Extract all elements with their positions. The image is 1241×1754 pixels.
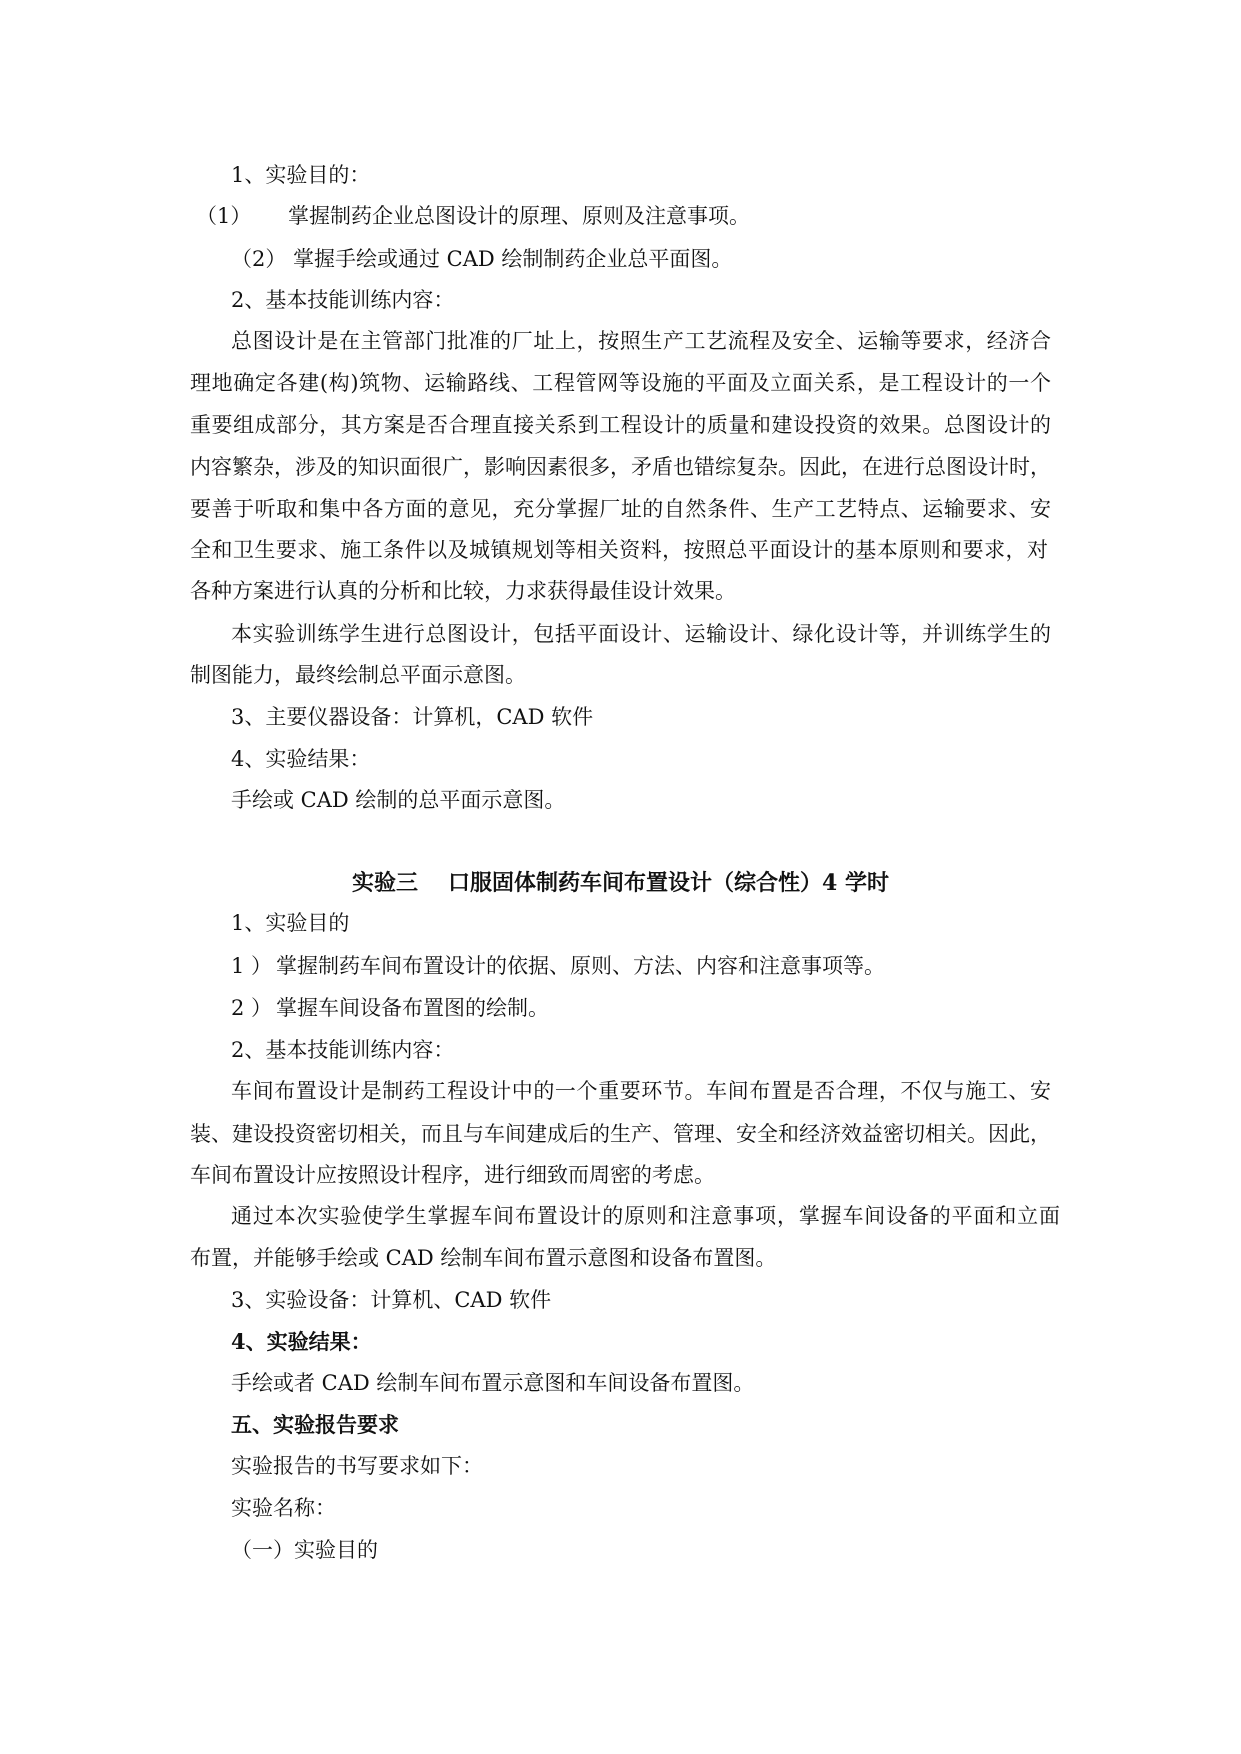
paragraph-line: 布置，并能够手绘或 CAD 绘制车间布置示意图和设备布置图。 bbox=[190, 1246, 777, 1270]
paragraph-line: 制图能力，最终绘制总平面示意图。 bbox=[190, 663, 526, 687]
objective-item-marker: （2） bbox=[231, 247, 287, 271]
objective-item bbox=[0, 245, 1100, 273]
objective-item-text: 掌握制药车间布置设计的依据、原则、方法、内容和注意事项等。 bbox=[276, 954, 885, 978]
paragraph-line: 本实验训练学生进行总图设计，包括平面设计、运输设计、绿化设计等，并训练学生的 bbox=[231, 622, 1051, 646]
experiment-title-text: 口服固体制药车间布置设计（综合性）4 学时 bbox=[448, 870, 889, 896]
results-heading: 4、实验结果： bbox=[231, 747, 371, 771]
paragraph-line: 总图设计是在主管部门批准的厂址上，按照生产工艺流程及安全、运输等要求，经济合 bbox=[231, 329, 1051, 353]
results-heading: 4、实验结果： bbox=[231, 1329, 372, 1354]
objective-item-text: 掌握车间设备布置图的绘制。 bbox=[276, 996, 549, 1020]
objective-item bbox=[0, 994, 1100, 1022]
experiment-name-label: 实验名称： bbox=[231, 1496, 336, 1520]
objective-item bbox=[0, 952, 1100, 980]
paragraph-line: 车间布置设计是制药工程设计中的一个重要环节。车间布置是否合理，不仅与施工、安 bbox=[231, 1079, 1051, 1103]
report-requirements-heading: 五、实验报告要求 bbox=[231, 1412, 399, 1437]
objective-item-marker: 1 ） bbox=[231, 954, 273, 978]
paragraph-line: 重要组成部分，其方案是否合理直接关系到工程设计的质量和建设投资的效果。总图设计的 bbox=[190, 413, 1051, 437]
objective-item-text: 掌握手绘或通过 CAD 绘制制药企业总平面图。 bbox=[293, 247, 733, 271]
equipment-line: 3、实验设备：计算机、CAD 软件 bbox=[231, 1288, 552, 1312]
paragraph-line: 各种方案进行认真的分析和比较，力求获得最佳设计效果。 bbox=[190, 579, 736, 603]
experiment-title bbox=[0, 869, 1241, 897]
report-requirements-intro: 实验报告的书写要求如下： bbox=[231, 1454, 483, 1478]
objectives-heading: 1、实验目的 bbox=[231, 911, 350, 935]
equipment-line: 3、主要仪器设备：计算机，CAD 软件 bbox=[231, 705, 594, 729]
paragraph-line: 内容繁杂，涉及的知识面很广，影响因素很多，矛盾也错综复杂。因此，在进行总图设计时， bbox=[190, 455, 1051, 479]
paragraph-line: 全和卫生要求、施工条件以及城镇规划等相关资料，按照总平面设计的基本原则和要求，对 bbox=[190, 538, 1048, 562]
skills-heading: 2、基本技能训练内容： bbox=[231, 288, 455, 312]
paragraph-line: 要善于听取和集中各方面的意见，充分掌握厂址的自然条件、生产工艺特点、运输要求、安 bbox=[190, 497, 1051, 521]
objective-item-marker: 2 ） bbox=[231, 996, 273, 1020]
results-text: 手绘或 CAD 绘制的总平面示意图。 bbox=[231, 788, 566, 812]
paragraph-line: 车间布置设计应按照设计程序，进行细致而周密的考虑。 bbox=[190, 1163, 715, 1187]
objective-item-marker: （1） bbox=[196, 204, 252, 228]
paragraph-line: 装、建设投资密切相关，而且与车间建成后的生产、管理、安全和经济效益密切相关。因此， bbox=[190, 1122, 1051, 1146]
objective-item-text: 掌握制药企业总图设计的原理、原则及注意事项。 bbox=[288, 204, 750, 228]
experiment-title-label: 实验三 bbox=[352, 870, 419, 896]
paragraph-line: 通过本次实验使学生掌握车间布置设计的原则和注意事项，掌握车间设备的平面和立面 bbox=[231, 1204, 1060, 1228]
paragraph-line: 理地确定各建(构)筑物、运输路线、工程管网等设施的平面及立面关系，是工程设计的一个 bbox=[190, 371, 1051, 395]
report-item: （一）实验目的 bbox=[231, 1538, 378, 1562]
skills-heading: 2、基本技能训练内容： bbox=[231, 1038, 455, 1062]
objectives-heading: 1、实验目的： bbox=[231, 163, 371, 187]
objective-item bbox=[0, 202, 1100, 230]
results-text: 手绘或者 CAD 绘制车间布置示意图和车间设备布置图。 bbox=[231, 1371, 755, 1395]
